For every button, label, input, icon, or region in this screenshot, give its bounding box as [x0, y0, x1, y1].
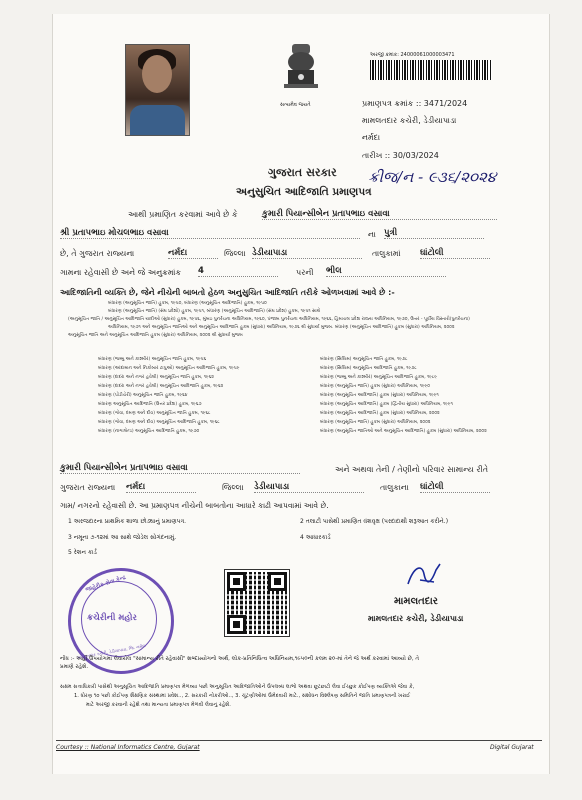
orders-right-list — [320, 355, 487, 436]
order-item: બંધારણ (દાદરા અને નગર હવેલી) અનુસૂચિત આદિજાતિ હુકમ, ૧૯૬૨ — [98, 384, 224, 389]
taluka: ડેડીયાપાડા — [252, 248, 362, 259]
barcode — [370, 60, 492, 80]
order-line: (અનુસૂચિત જાતિ / અનુસૂચિત આદિજાતિ યાદીઓ (સુધારા) હુકમ, ૧૯૫૬, મુંબઇ પુનર્રચના અધિનિયમ, ૧૯૬૦, પંજાબ પુનર્રચના અધિનિયમ, ૧૯૬૬, હિમાચલ પ્રદેશ રાજ્ય અધિનિયમ, ૧૯૭૦, ઉત્તર - પૂર્વીય વિસ્તારો(પુનર્રચના) — [68, 317, 470, 322]
order-item: બંધારણ (દાદરા અને નગર હવેલી) અનુસૂચિત જાતિ હુકમ, ૧૯૬૨ — [98, 375, 214, 380]
of-label: ના — [368, 230, 376, 239]
doc-item: 2 તલાટી પાસેથી પ્રમાણિત વંશવૃક્ષ (પરદાદાથી શરૂઆત કરીને.) — [300, 518, 449, 525]
schedule-serial: 4 — [198, 266, 278, 277]
order-item: બંધારણ અનુસૂચિત આદિજાતિ (ઉત્તર પ્રદેશ) હુકમ, ૧૯૬૭ — [98, 402, 202, 407]
tribe-recognition-line: આદિજાતિની વ્યક્તિ છે, જેને નીચેની બાબતો હેઠળ અનુસુચિત આદિજાતિ તરીકે ઓળખવામાં આવે છે :- — [60, 288, 395, 297]
govt-title: ગુજરાત સરકાર — [268, 166, 337, 179]
order-line: બંધારણ (અનુસૂચિત જાતિ) હુકમ, ૧૯૫૦, બંધારણ (અનુસૂચિત આદિજાતિ) હુકમ, ૧૯૫૦ — [108, 301, 267, 306]
note-2: સક્ષમ સત્તાધિકારી પાસેથી અનુસૂચિત આદિજાતિ પ્રમાણપત્ર મેળવ્યા પછી અનુસૂચિત આદિજાતિઓને ઉપલબ્ધ લાભો અથવા છૂટછાટો લેવા ઈચ્છુક કોઈપણ વ્યક્તિએ જેવા કે, — [60, 684, 415, 690]
village-prefix: ગામના રહેવાસી છે અને જે અનુક્રમાંક — [60, 268, 182, 277]
state-prefix: છે, તે ગુજરાત રાજ્યના — [60, 249, 135, 258]
application-serial: અરજી ક્રમાંક: 24000061000003471 — [370, 52, 455, 58]
order-item: બંધારણ (ગોવા, દમણ અને દીવ) અનુસૂચિત જાતિ હુકમ, ૧૯૬૮ — [98, 411, 211, 416]
signatory-office: મામલતદાર કચેરી, ડેડીયાપાડા — [368, 614, 464, 623]
doc-item: 1 અરજદારના પ્રાથમિક શાળા છોડ્યાનું પ્રમાણપત્ર. — [68, 518, 187, 525]
handwritten-inward-number: ક્રીજ/ન - ૯૩૬/૨૦૨૪ — [368, 168, 497, 186]
signatory-title: મામલતદાર — [394, 596, 438, 607]
orders-top-list — [68, 300, 470, 340]
taluka-2: ડેડીયાપાડા — [254, 482, 364, 493]
note-4: માટે અરજી કરવાની રહેશે તથા માન્યતા પ્રમાણપત્ર મેળવી લેવાનું રહેશે. — [86, 702, 231, 708]
order-item: બંધારણ (પોંડીચેરી) અનુસૂચિત જાતિ હુકમ, ૧૯૬૪ — [98, 393, 188, 398]
certificate-number: પ્રમાણપત્ર ક્રમાંક :: 3471/2024 — [362, 99, 468, 108]
order-item: બંધારણ (સિક્કિમ) અનુસૂચિત આદિજાતિ હુકમ, ૧૯૭૮ — [320, 366, 417, 371]
order-item: બંધારણ (ગોવા, દમણ અને દીવ) અનુસૂચિત આદિજાતિ હુકમ, ૧૯૬૮ — [98, 420, 220, 425]
emblem-motto: સત્યમેવ જયતે — [280, 102, 311, 108]
footer-digital-gujarat: Digital Gujarat — [490, 744, 534, 751]
residence-line: ગામ/ નગરનો રહેવાસી છે. આ પ્રમાણપત્ર નીચેની બાબતોના આધારે કાઢી આપવામાં આવે છે. — [60, 501, 329, 510]
certify-prefix: આથી પ્રમાણિત કરવામાં આવે છે કે — [128, 210, 238, 219]
stamp-top-text: જાહેરીક સેવા કેન્દ્ર — [84, 574, 127, 594]
issuing-office: મામલતદાર કચેરી, ડેડીયાપાડા — [362, 116, 457, 125]
doc-item: 4 આધારકાર્ડ — [300, 534, 331, 541]
footer-divider — [56, 740, 542, 741]
orders-left-list — [98, 355, 239, 436]
doc-item: 5 રેશન કાર્ડ — [68, 549, 97, 556]
order-item: બંધારણ (નાગાલેન્ડ) અનુસૂચિત આદિજાતિ હુકમ, ૧૯૭૦ — [98, 429, 200, 434]
national-emblem-icon — [278, 40, 324, 100]
certificate-title: અનુસુચિત આદિજાતિ પ્રમાણપત્ર — [236, 186, 372, 198]
applicant-name-repeat: કુમારી પિયાન્સીબેન પ્રતાપભાઇ વસાવા — [60, 463, 300, 474]
order-line: બંધારણ (અનુસૂચિત જાતિ) (સંઘ પ્રદેશો) હુકમ, ૧૯૫૧, બંધારણ (અનુસૂચિત આદિજાતિ) (સંઘ પ્રદેશ) હુકમ, ૧૯૫૧ સાથે — [108, 309, 321, 314]
order-item: બંધારણ (સિક્કિમ) અનુસૂચિત જાતિ હુકમ, ૧૯૭૮ — [320, 357, 408, 362]
district-2: નર્મદા — [126, 482, 196, 493]
footer-courtesy: Courtesy :: National Informatics Centre, Gujarat — [56, 744, 200, 751]
order-line: અનુસૂચિત જાતિ અને અનુસૂચિત આદિજાતિ હુકમ (સુધારા) અધિનિયમ, ૨૦૦૨ થી સુધાર્યા મુજબ — [68, 333, 243, 338]
note-3: 1. ધોરણ ૧૦ પછી કોઈપણ શૈક્ષણિક સંસ્થામાં પ્રવેશ.., 2. સરકારી નોકરીઓ.., 3. ચૂંટણીઓમાં ઉમેદવારી માટે., સંશોધન વિશ્લેષણ સમિતિને જાતિ પ્રમાણપત્રની ખરાઈ — [74, 693, 411, 699]
district-label-2: જિલ્લા — [222, 483, 244, 492]
tribe-name: ભીલ — [326, 266, 446, 277]
order-item: બંધારણ (આંદામાન અને નિકોબાર ટાપુઓ) અનુસૂચિત આદિજાતિ હુકમ, ૧૯૫૯ — [98, 366, 240, 371]
relation: પુત્રી — [384, 228, 484, 239]
order-item: બંધારણ (અનુસૂચિત આદિજાતિ) હુકમ (સુધારા) અધિનિયમ, ૨૦૦૨ — [320, 411, 440, 416]
taluka-label-2: તાલુકાના — [380, 483, 409, 492]
taluka-label: તાલુકામાં — [372, 249, 401, 258]
village: ઘાંટોલી — [420, 248, 490, 259]
state-prefix-2: ગુજરાત રાજ્યના — [60, 483, 116, 492]
order-item: બંધારણ (અનુસૂચિત જાતિ) હુકમ (સુધારા) અધિનિયમ, ૧૯૯૦ — [320, 384, 430, 389]
signature-scribble-icon — [404, 560, 444, 590]
stamp-bottom-text: મામલતદાર કચેરી, ડેડીયાપાડા, જિ. નર્મદા — [77, 643, 146, 660]
family-residence-text: અને અથવા તેની / તેણીનો પરિવાર સામાન્ય રીતે — [335, 465, 489, 474]
order-item: બંધારણ (અનુસૂચિત આદિજાતિ) હુકમ (સુધારા) અધિનિયમ, ૧૯૯૧ — [320, 393, 439, 398]
note-1: નોંધ :- અહીં ઉપયોગમાં લેવાયેલ "સામાન્ય રીતે રહેવાસી" શબ્દપ્રયોગનો અર્થ, લોક-પ્રતિનિધિત્વ અધિનિયમ,૧૯૫૦ની કલમ ૨૦-માં તેને જે અર્થ કરવામાં આવ્યો છે, તે — [60, 656, 419, 662]
order-item: બંધારણ (અનુસૂચિત આદિજાતિ) હુકમ (દ્વિતીય સુધારા) અધિનિયમ, ૧૯૯૧ — [320, 402, 453, 407]
applicant-name: કુમારી પિયાન્સીબેન પ્રતાપભાઇ વસાવા — [262, 209, 497, 220]
order-item: બંધારણ (અનુસૂચિત જાતિઓ અને અનુસૂચિત આદિજાતિ) હુકમ (સુધારા) અધિનિયમ, ૨૦૦૨ — [320, 429, 487, 434]
caste-prefix: પરની — [296, 268, 314, 277]
district-label: જિલ્લા — [224, 249, 246, 258]
note-1b: પ્રમાણે રહેશે. — [60, 664, 89, 670]
stamp-center-text: ક્રચેરીની મહોર — [87, 613, 137, 623]
district: નર્મદા — [168, 248, 218, 259]
issuing-district: નર્મદા — [362, 133, 381, 142]
order-line: અધિનિયમ, ૧૯૭૧ અને અનુસૂચિત જાતિઓ અને અનુસૂચિત આદિજાતિ હુકમ (સુધારા) અધિનિયમ, ૧૯૭૬ થી સુધાર્યા મુજબ. બંધારણ (અનુસૂચિત આદિજાતિ) હુકમ (સુધારા) અધિનિયમ, ૨૦૦૨ — [108, 325, 455, 330]
doc-item: 3 નમૂના ૭-૧૨માં આ સાથે જોડેલ સોગંદનામું. — [68, 534, 177, 541]
verification-qr-code — [225, 570, 289, 636]
issue-date: તારીખ :: 30/03/2024 — [362, 151, 439, 160]
village-2: ઘાંટોલી — [420, 482, 490, 493]
order-item: બંધારણ (અનુસૂચિત જાતિ) હુકમ (સુધારા) અધિનિયમ, ૨૦૦૨ — [320, 420, 431, 425]
father-name: શ્રી પ્રતાપભાઇ મોચલભાઇ વસાવા — [60, 228, 360, 239]
applicant-photo — [125, 44, 190, 136]
order-item: બંધારણ (જમ્મુ અને કાશ્મીર) અનુસૂચિત જાતિ હુકમ, ૧૯૫૬ — [98, 357, 207, 362]
order-item: બંધારણ (જમ્મુ અને કાશ્મીર) અનુસૂચિત આદિજાતિ હુકમ, ૧૯૮૯ — [320, 375, 438, 380]
